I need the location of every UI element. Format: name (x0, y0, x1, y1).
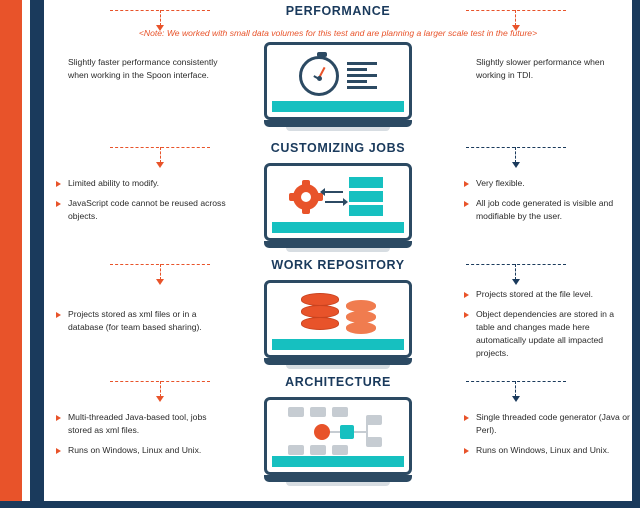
arrow-down-left-icon (156, 25, 164, 31)
node-network-icon (282, 405, 394, 457)
left-column-work-repository (44, 280, 226, 341)
right-text: Slightly slower performance when working in TDI. (476, 57, 605, 80)
right-bullet-list (462, 411, 632, 457)
arrow-down-right-icon (512, 25, 520, 31)
arrow-stem-right (515, 381, 516, 397)
comparison-infographic (44, 0, 632, 508)
section-performance-header (44, 0, 632, 22)
list-item: Projects stored as xml files or in a database (for team based sharing). (54, 308, 226, 334)
stopwatch-laptop-icon (264, 42, 412, 131)
left-bullet-list (54, 177, 226, 223)
arrow-stem-left (160, 147, 161, 163)
left-accent-bar-navy (30, 0, 44, 508)
section-architecture-header (44, 371, 632, 393)
dashed-connector-right (466, 264, 566, 265)
arrow-stem-right (515, 264, 516, 280)
arrow-down-right-icon (512, 279, 520, 285)
arrow-down-right-icon (512, 396, 520, 402)
exchange-arrows-icon (325, 191, 343, 203)
right-bullet-list (462, 288, 632, 360)
arrow-down-left-icon (156, 162, 164, 168)
left-accent-gap (22, 0, 30, 508)
dashed-connector-right (466, 381, 566, 382)
section-customizing-jobs (44, 137, 632, 252)
illustration-performance (226, 42, 450, 131)
section-title: PERFORMANCE (276, 4, 401, 18)
list-item: Multi-threaded Java-based tool, jobs stored as xml files. (54, 411, 226, 437)
section-performance (44, 0, 632, 131)
gear-blocks-laptop-icon (264, 163, 412, 252)
dashed-connector-right (466, 10, 566, 11)
right-column-performance (450, 42, 632, 82)
left-bullet-list (54, 308, 226, 334)
left-column-performance (44, 42, 226, 82)
list-item: Object dependencies are stored in a table and changes made here automatically update all impacted projects. (462, 308, 632, 360)
list-item: Single threaded code generator (Java or Perl). (462, 411, 632, 437)
list-item: Projects stored at the file level. (462, 288, 632, 301)
list-item: JavaScript code cannot be reused across objects. (54, 197, 226, 223)
gear-icon (293, 184, 319, 210)
left-column-customizing-jobs (44, 163, 226, 230)
arrow-stem-left (160, 10, 161, 26)
database-secondary-icon (346, 294, 376, 334)
arrow-down-right-icon (512, 162, 520, 168)
arrow-stem-right (515, 147, 516, 163)
right-column-work-repository (450, 280, 632, 367)
block-stack-icon (349, 177, 383, 216)
arrow-down-left-icon (156, 279, 164, 285)
section-work-repository-header (44, 254, 632, 276)
database-laptop-icon (264, 280, 412, 369)
list-item: Limited ability to modify. (54, 177, 226, 190)
left-bullet-list (54, 411, 226, 457)
list-item: Very flexible. (462, 177, 632, 190)
illustration-customizing-jobs (226, 163, 450, 252)
section-customizing-jobs-header (44, 137, 632, 159)
left-column-architecture (44, 397, 226, 464)
arrow-stem-left (160, 381, 161, 397)
database-stack-icon (301, 293, 339, 335)
stopwatch-icon (299, 56, 339, 96)
right-column-architecture (450, 397, 632, 464)
text-lines-icon (347, 62, 377, 89)
section-note: <Note: We worked with small data volumes for this test and are planning a larger scale test in the future> (138, 28, 538, 38)
illustration-work-repository (226, 280, 450, 369)
left-text: Slightly faster performance consistently when working in the Spoon interface. (68, 57, 218, 80)
section-title: ARCHITECTURE (275, 375, 401, 389)
architecture-nodes-laptop-icon (264, 397, 412, 486)
list-item: Runs on Windows, Linux and Unix. (462, 444, 632, 457)
arrow-stem-left (160, 264, 161, 280)
section-architecture (44, 371, 632, 486)
right-accent-bar-navy (632, 0, 640, 508)
right-bullet-list (462, 177, 632, 223)
right-column-customizing-jobs (450, 163, 632, 230)
arrow-stem-right (515, 10, 516, 26)
arrow-down-left-icon (156, 396, 164, 402)
illustration-architecture (226, 397, 450, 486)
section-title: WORK REPOSITORY (261, 258, 414, 272)
section-title: CUSTOMIZING JOBS (261, 141, 415, 155)
section-work-repository (44, 254, 632, 369)
left-accent-bar-orange (0, 0, 22, 508)
list-item: All job code generated is visible and modifiable by the user. (462, 197, 632, 223)
dashed-connector-right (466, 147, 566, 148)
list-item: Runs on Windows, Linux and Unix. (54, 444, 226, 457)
